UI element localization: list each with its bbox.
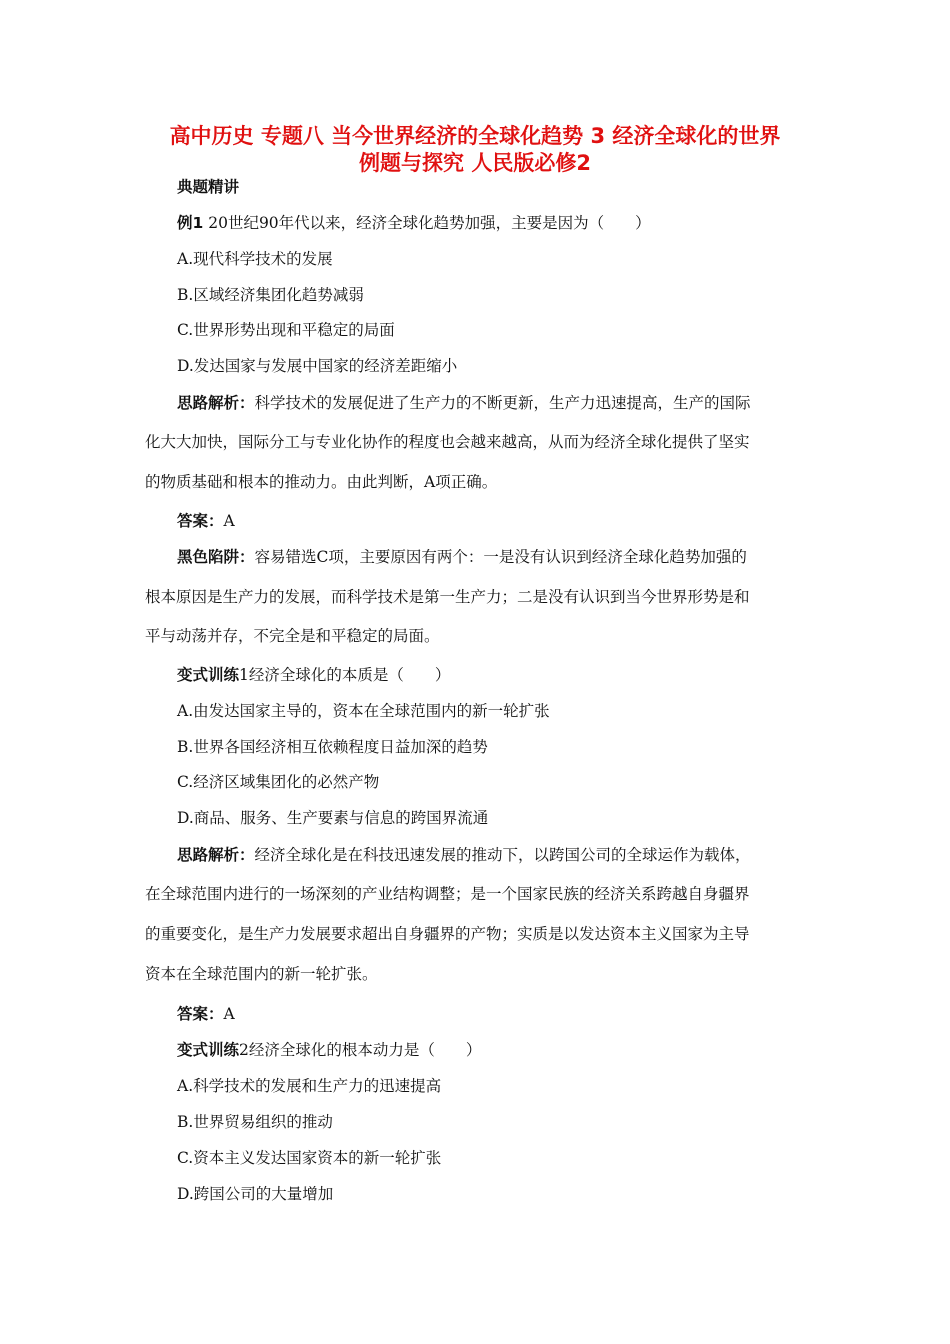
example-1-trap-line-2: 根本原因是生产力的发展，而科学技术是第一生产力；二是没有认识到当今世界形势是和 [145,588,750,606]
exercise-1-analysis-label: 思路解析： [177,846,255,864]
document-title-line-2: 例题与探究 人民版必修2 [359,151,591,175]
exercise-2-label: 变式训练 [177,1041,240,1059]
exercise-1-analysis-line-2: 在全球范围内进行的一场深刻的产业结构调整；是一个国家民族的经济关系跨越自身疆界 [145,885,750,903]
document-title-line-1: 高中历史 专题八 当今世界经济的全球化趋势 3 经济全球化的世界 [169,124,781,148]
example-1-trap-line-3: 平与动荡并存，不完全是和平稳定的局面。 [145,627,440,645]
example-1-analysis-line-3: 的物质基础和根本的推动力。由此判断，A项正确。 [145,473,498,491]
exercise-1-answer-value: A [223,1005,235,1023]
exercise-1-option-a: A.由发达国家主导的，资本在全球范围内的新一轮扩张 [177,702,550,720]
example-1-analysis-label: 思路解析： [177,394,255,412]
exercise-2-option-b: B.世界贸易组织的推动 [177,1113,333,1131]
example-1-analysis-text: 科学技术的发展促进了生产力的不断更新，生产力迅速提高，生产的国际 [254,394,751,412]
example-1-answer-label: 答案： [177,512,224,530]
exercise-1-question [177,665,450,685]
exercise-1-analysis-line-4: 资本在全球范围内的新一轮扩张。 [145,965,378,983]
example-1-question [177,213,651,233]
example-1-analysis-line-2: 化大大加快，国际分工与专业化协作的程度也会越来越高，从而为经济全球化提供了坚实 [145,433,750,451]
exercise-1-option-d: D.商品、服务、生产要素与信息的跨国界流通 [177,809,489,827]
example-1-trap-text: 容易错选C项，主要原因有两个：一是没有认识到经济全球化趋势加强的 [254,548,747,566]
exercise-2-question [177,1040,481,1060]
exercise-2-option-c: C.资本主义发达国家资本的新一轮扩张 [177,1149,442,1167]
section-heading: 典题精讲 [177,178,240,196]
exercise-2-option-d: D.跨国公司的大量增加 [177,1185,334,1203]
exercise-1-answer [177,1004,235,1024]
exercise-1-option-b: B.世界各国经济相互依赖程度日益加深的趋势 [177,738,488,756]
exercise-2-question-text: 2经济全球化的根本动力是（ ） [239,1041,482,1059]
example-1-answer-value: A [223,512,235,530]
example-1-label: 例1 [177,214,204,232]
exercise-1-question-text: 1经济全球化的本质是（ ） [239,666,451,684]
example-1-analysis-line-1 [177,393,751,413]
exercise-1-analysis-line-3: 的重要变化，是生产力发展要求超出自身疆界的产物；实质是以发达资本主义国家为主导 [145,925,750,943]
example-1-option-d: D.发达国家与发展中国家的经济差距缩小 [177,357,458,375]
example-1-option-b: B.区域经济集团化趋势减弱 [177,286,364,304]
example-1-answer [177,511,235,531]
example-1-question-text: 20世纪90年代以来，经济全球化趋势加强，主要是因为（ ） [203,214,651,232]
exercise-1-analysis-line-1 [177,845,751,865]
example-1-option-a: A.现代科学技术的发展 [177,250,333,268]
exercise-1-label: 变式训练 [177,666,240,684]
exercise-1-answer-label: 答案： [177,1005,224,1023]
example-1-trap-label: 黑色陷阱： [177,548,255,566]
exercise-1-analysis-text: 经济全球化是在科技迅速发展的推动下，以跨国公司的全球运作为载体， [254,846,751,864]
example-1-trap-line-1 [177,547,747,567]
exercise-2-option-a: A.科学技术的发展和生产力的迅速提高 [177,1077,442,1095]
example-1-option-c: C.世界形势出现和平稳定的局面 [177,321,395,339]
exercise-1-option-c: C.经济区域集团化的必然产物 [177,773,380,791]
